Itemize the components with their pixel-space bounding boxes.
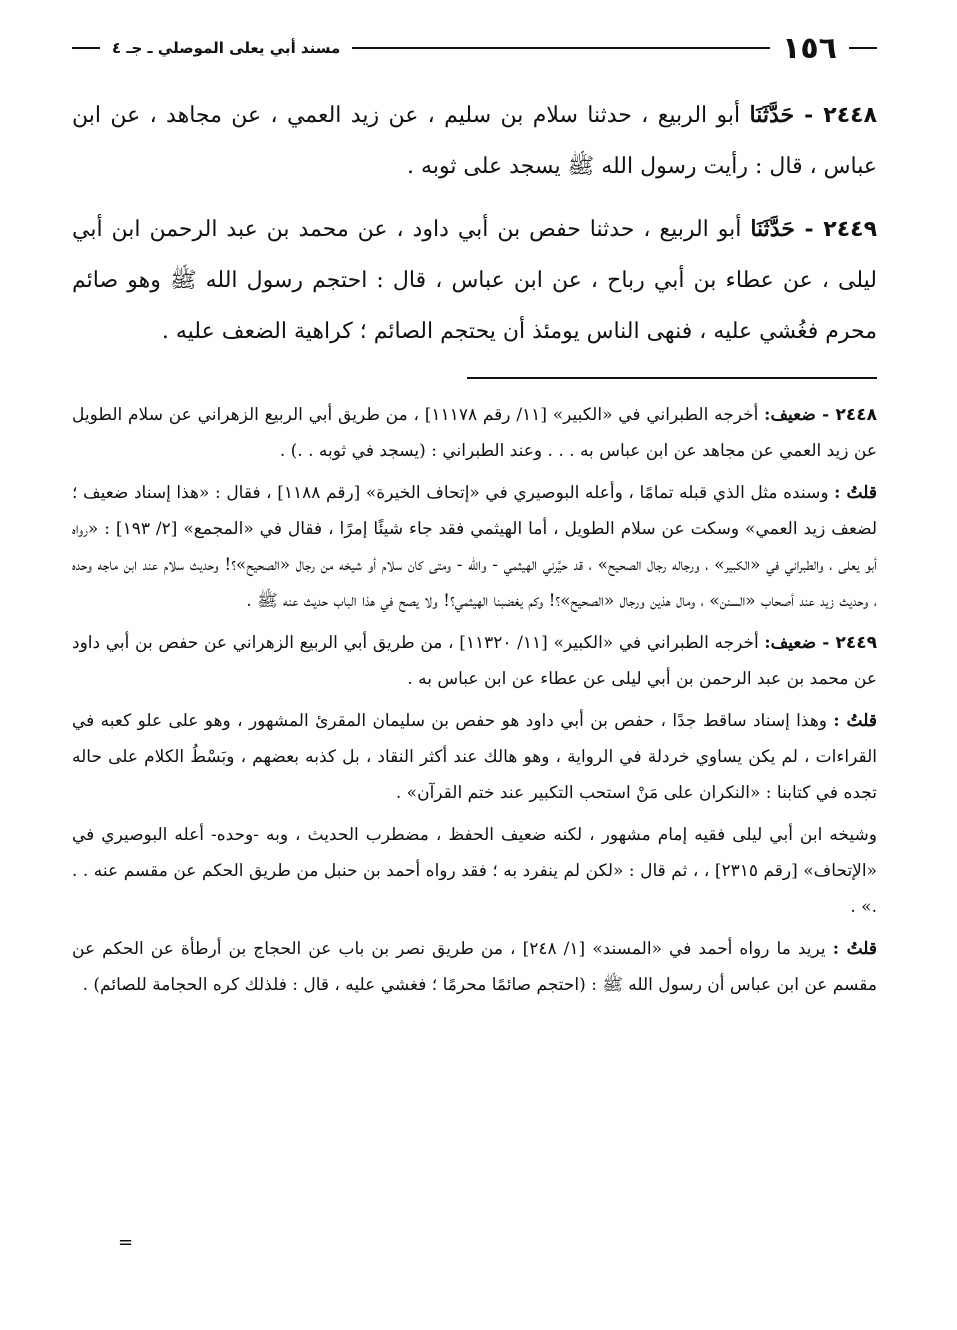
footnote-grade: ضعيف: bbox=[764, 633, 817, 653]
footnote-label: قلتُ : bbox=[833, 711, 877, 731]
footnotes bbox=[72, 397, 877, 1003]
hadith-number: ٢٤٤٨ bbox=[823, 103, 878, 128]
footnote-2449: ٢٤٤٩ - ضعيف: أخرجه الطبراني في «الكبير» [١١/ ١١٣٢٠] ، من طريق أبي الربيع الزهراني عن حفص بن أبي داود عن محمد بن عبد الرحمن بن أبي ليلى عن عطاء عن ابن عباس به . bbox=[72, 633, 877, 689]
hadith-text: أبو الربيع ، حدثنا سلام بن سليم ، عن زيد العمي ، عن مجاهد ، عن ابن عباس ، قال : رأيت رسول الله ﷺ يسجد على ثوبه . bbox=[72, 103, 877, 179]
continuation-mark: = bbox=[118, 1232, 134, 1253]
footnote-paragraph bbox=[72, 817, 877, 925]
footnote-label: قلتُ : bbox=[834, 483, 877, 503]
hadith-2448: ٢٤٤٨ - حَدَّثَنَا أبو الربيع ، حدثنا سلام بن سليم ، عن زيد العمي ، عن مجاهد ، عن ابن عباس ، قال : رأيت رسول الله ﷺ يسجد على ثوبه . bbox=[72, 102, 878, 179]
footnote-divider bbox=[467, 377, 877, 379]
footnote-text: أخرجه الطبراني في «الكبير» [١١/ رقم ١١١٧٨] ، من طريق أبي الربيع الزهراني عن سلام الطويل عن زيد العمي عن مجاهد عن ابن عباس به . . . وعند الطبراني : (يسجد في ثوبه . .) . bbox=[72, 405, 877, 461]
hadith-text: أبو الربيع ، حدثنا حفص بن أبي داود ، عن محمد بن عبد الرحمن ابن أبي ليلى ، عن عطاء بن أبي رباح ، عن ابن عباس ، قال : احتجم رسول الله ﷺ وهو صائم محرم فغُشي عليه ، فنهى الناس يومئذ أن يحتجم الصائم ؛ كراهية الضعف عليه . bbox=[72, 217, 877, 344]
page-number: ١٥٦ bbox=[782, 30, 837, 66]
footnote-2448: ٢٤٤٨ - ضعيف: أخرجه الطبراني في «الكبير» [١١/ رقم ١١١٧٨] ، من طريق أبي الربيع الزهراني عن سلام الطويل عن زيد العمي عن مجاهد عن ابن عباس به . . . وعند الطبراني : (يسجد في ثوبه . .) . bbox=[72, 405, 877, 461]
footnote-label: قلتُ : bbox=[832, 939, 878, 959]
page-header bbox=[72, 28, 877, 68]
footnote-text: وسنده مثل الذي قبله تمامًا ، وأعله البوصيري في «إتحاف الخيرة» [رقم ١١٨٨] ، فقال : «هذا إسناد ضعيف ؛ لضعف زيد العمي» وسكت عن سلام الطويل ، أما الهيثمي فقد جاء شيئًا إمرًا ، فقال في «المجمع» [٢/ ١٩٣] : «رواه أبو يعلى ، والطبراني في «الكبير» ، ورجاله رجال الصحيح» ، قد حيَّرني الهيثمي - والله - ومتى كان سلام أو شيخه من رجال «الصحيح»؟! وحديث سلام عند ابن ماجه وحده ، وحديث زيد عند أصحاب «السنن» ، ومال هذين ورجال «الصحيح»؟! وكم يغضبنا الهيثمي؟! ولا يصح في هذا الباب حديث عنه ﷺ . bbox=[72, 483, 878, 611]
main-text bbox=[72, 90, 877, 357]
hadith-2449: ٢٤٤٩ - حَدَّثَنَا أبو الربيع ، حدثنا حفص بن أبي داود ، عن محمد بن عبد الرحمن ابن أبي ليلى ، عن عطاء بن أبي رباح ، عن ابن عباس ، قال : احتجم رسول الله ﷺ وهو صائم محرم فغُشي عليه ، فنهى الناس يومئذ أن يحتجم الصائم ؛ كراهية الضعف عليه . bbox=[72, 216, 878, 344]
footnote-grade: ضعيف: bbox=[764, 405, 816, 425]
footnote-text: وشيخه ابن أبي ليلى فقيه إمام مشهور ، لكنه ضعيف الحفظ ، مضطرب الحديث ، وبه -وحده- أعله البوصيري في «الإتحاف» [رقم ٢٣١٥] ، ، ثم قال : «لكن لم ينفرد به ؛ فقد رواه أحمد بن حنبل من طريق الحكم عن مقسم عنه . . .» . bbox=[72, 825, 877, 917]
footnote-number: ٢٤٤٨ bbox=[835, 405, 877, 425]
book-page bbox=[72, 28, 877, 1009]
footnote-text: أخرجه الطبراني في «الكبير» [١١/ ١١٣٢٠] ، من طريق أبي الربيع الزهراني عن حفص بن أبي داود عن محمد بن عبد الرحمن بن أبي ليلى عن عطاء عن ابن عباس به . bbox=[72, 633, 877, 689]
header-rule-left bbox=[72, 47, 100, 49]
footnote-text: وهذا إسناد ساقط جدًا ، حفص بن أبي داود هو حفص بن سليمان المقرئ المشهور ، وهو على علو كعبه في القراءات ، لم يكن يساوي خردلة في الرواية ، وهو هالك عند أكثر النقاد ، بل كذبه بعضهم ، وبَسْطُ الكلام على حاله تجده في كتابنا : «النكران على مَنْ استحب التكبير عند ختم القرآن» . bbox=[72, 711, 877, 803]
hadith-verb: حَدَّثَنَا bbox=[749, 102, 795, 128]
hadith-number: ٢٤٤٩ bbox=[823, 217, 878, 242]
header-rule-right bbox=[849, 47, 877, 49]
footnote-number: ٢٤٤٩ bbox=[835, 633, 877, 653]
header-rule-middle bbox=[352, 47, 770, 49]
footnote-comment bbox=[72, 703, 877, 811]
running-title: مسند أبي يعلى الموصلي ـ جـ ٤ bbox=[112, 39, 341, 57]
hadith-verb: حَدَّثَنَا bbox=[750, 216, 795, 242]
footnote-text: يريد ما رواه أحمد في «المسند» [١/ ٢٤٨] ، من طريق نصر بن باب عن الحجاج بن أرطأة عن الحكم عن مقسم عن ابن عباس أن رسول الله ﷺ : (احتجم صائمًا محرمًا ؛ فغشي عليه ، قال : فلذلك كره الحجامة للصائم) . bbox=[72, 939, 877, 995]
footnote-comment bbox=[72, 475, 877, 619]
footnote-comment bbox=[72, 931, 877, 1003]
